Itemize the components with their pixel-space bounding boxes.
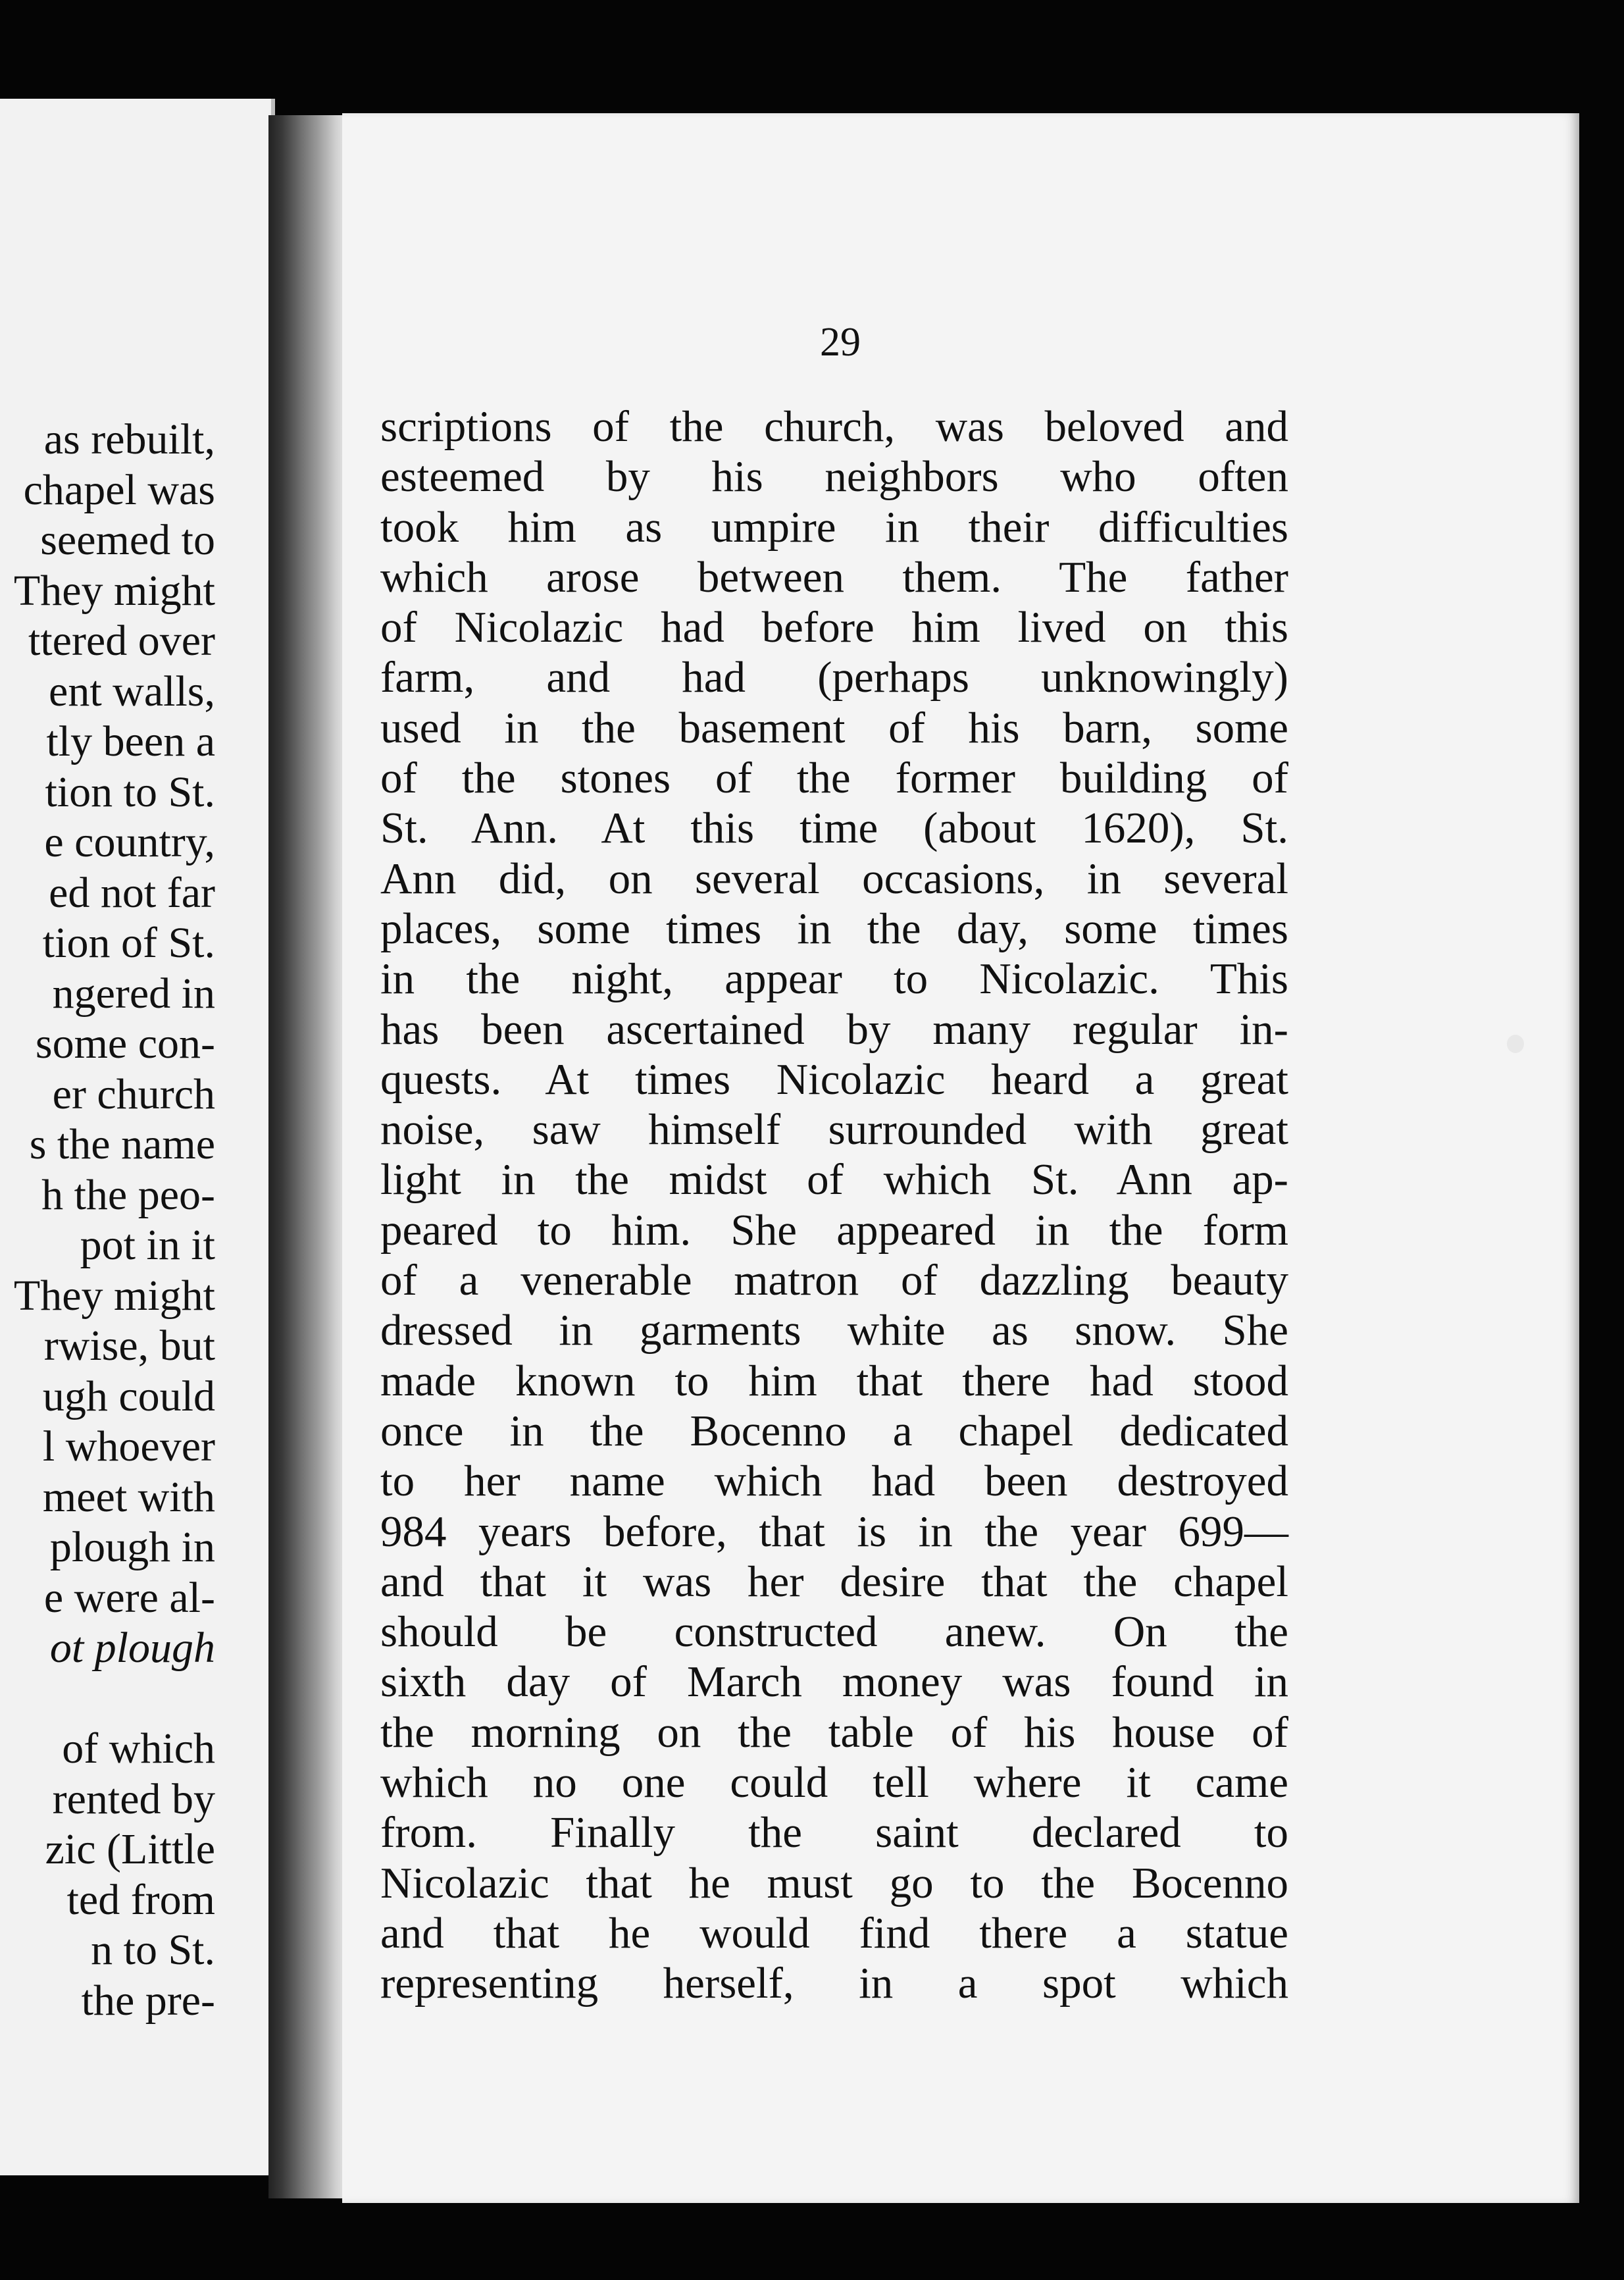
previous-page-line: pot in it	[80, 1221, 215, 1269]
previous-page-line: ugh could	[42, 1372, 215, 1420]
body-line: has been ascertained by many regular in-	[380, 1004, 1288, 1054]
body-line: made known to him that there had stood	[380, 1356, 1288, 1405]
previous-page	[0, 99, 275, 2175]
previous-page-line: tion to St.	[45, 767, 215, 816]
previous-page-line: the pre-	[81, 1976, 215, 2025]
body-line: to her name which had been destroyed	[380, 1457, 1288, 1506]
body-line: of the stones of the former building of	[380, 754, 1288, 803]
previous-page-line: They might	[13, 566, 215, 615]
previous-page-line: rented by	[52, 1775, 215, 1823]
body-line: dressed in garments white as snow. She	[380, 1306, 1288, 1355]
previous-page-line	[0, 1674, 215, 1724]
previous-page-line: ent walls,	[49, 667, 215, 715]
body-line: the morning on the table of his house of	[380, 1707, 1288, 1757]
body-line: from. Finally the saint declared to	[380, 1808, 1288, 1857]
book-gutter-shadow	[268, 115, 347, 2198]
body-line: light in the midst of which St. Ann ap-	[380, 1155, 1288, 1205]
previous-page-line: h the peo-	[41, 1170, 215, 1219]
body-line: Nicolazic that he must go to the Bocenno	[380, 1858, 1288, 1907]
body-line: once in the Bocenno a chapel dedicated	[380, 1406, 1288, 1455]
previous-page-line: e country,	[44, 818, 215, 866]
body-line: 984 years before, that is in the year 699—	[380, 1507, 1288, 1556]
previous-page-line: of which	[62, 1724, 215, 1773]
page-number: 29	[820, 320, 861, 365]
body-line: esteemed by his neighbors who often	[380, 452, 1288, 502]
body-line: Ann did, on several occasions, in several	[380, 854, 1288, 903]
previous-page-line: They might	[13, 1271, 215, 1320]
previous-page-line: n to St.	[91, 1926, 215, 1974]
previous-page-line: ttered over	[28, 617, 215, 665]
body-line: of Nicolazic had before him lived on this	[380, 603, 1288, 652]
previous-page-line: zic (Little	[45, 1825, 215, 1873]
body-line: which arose between them. The father	[380, 552, 1288, 602]
previous-page-line: as rebuilt,	[43, 415, 215, 463]
body-line: places, some times in the day, some times	[380, 904, 1288, 953]
body-line: quests. At times Nicolazic heard a great	[380, 1054, 1288, 1104]
paper-speck	[1507, 1035, 1524, 1053]
page-body-text	[380, 402, 1288, 2009]
body-line: noise, saw himself surrounded with great	[380, 1105, 1288, 1154]
body-line: of a venerable matron of dazzling beauty	[380, 1256, 1288, 1305]
body-line: peared to him. She appeared in the form	[380, 1205, 1288, 1255]
body-line: sixth day of March money was found in	[380, 1657, 1288, 1707]
body-line: used in the basement of his barn, some	[380, 703, 1288, 752]
body-line: which no one could tell where it came	[380, 1758, 1288, 1807]
body-line: St. Ann. At this time (about 1620), St.	[380, 804, 1288, 853]
previous-page-line: meet with	[42, 1472, 215, 1521]
previous-page-line: ed not far	[49, 868, 215, 917]
previous-page-line: plough in	[49, 1523, 215, 1571]
previous-page-line: some con-	[35, 1020, 215, 1068]
body-line: should be constructed anew. On the	[380, 1607, 1288, 1657]
body-line: and that it was her desire that the chapel	[380, 1557, 1288, 1606]
body-line: farm, and had (perhaps unknowingly)	[380, 653, 1288, 702]
previous-page-line: ted from	[66, 1875, 215, 1924]
previous-page-line: ngered in	[52, 969, 215, 1018]
body-line: representing herself, in a spot which	[380, 1959, 1288, 2008]
previous-page-text	[0, 415, 215, 2026]
body-line: in the night, appear to Nicolazic. This	[380, 954, 1288, 1004]
body-line: took him as umpire in their difficulties	[380, 502, 1288, 552]
previous-page-line: e were al-	[43, 1573, 215, 1622]
previous-page-line: tly been a	[46, 717, 215, 765]
previous-page-line: tion of St.	[42, 919, 215, 967]
previous-page-line: s the name	[29, 1120, 215, 1168]
previous-page-line: chapel was	[23, 465, 215, 514]
previous-page-line: ot plough	[49, 1624, 215, 1672]
body-line: scriptions of the church, was beloved and	[380, 402, 1288, 451]
body-line: and that he would find there a statue	[380, 1908, 1288, 1957]
previous-page-line: l whoever	[42, 1422, 215, 1470]
previous-page-line: er church	[52, 1070, 215, 1118]
previous-page-line: seemed to	[40, 516, 215, 564]
previous-page-line: rwise, but	[43, 1322, 215, 1370]
